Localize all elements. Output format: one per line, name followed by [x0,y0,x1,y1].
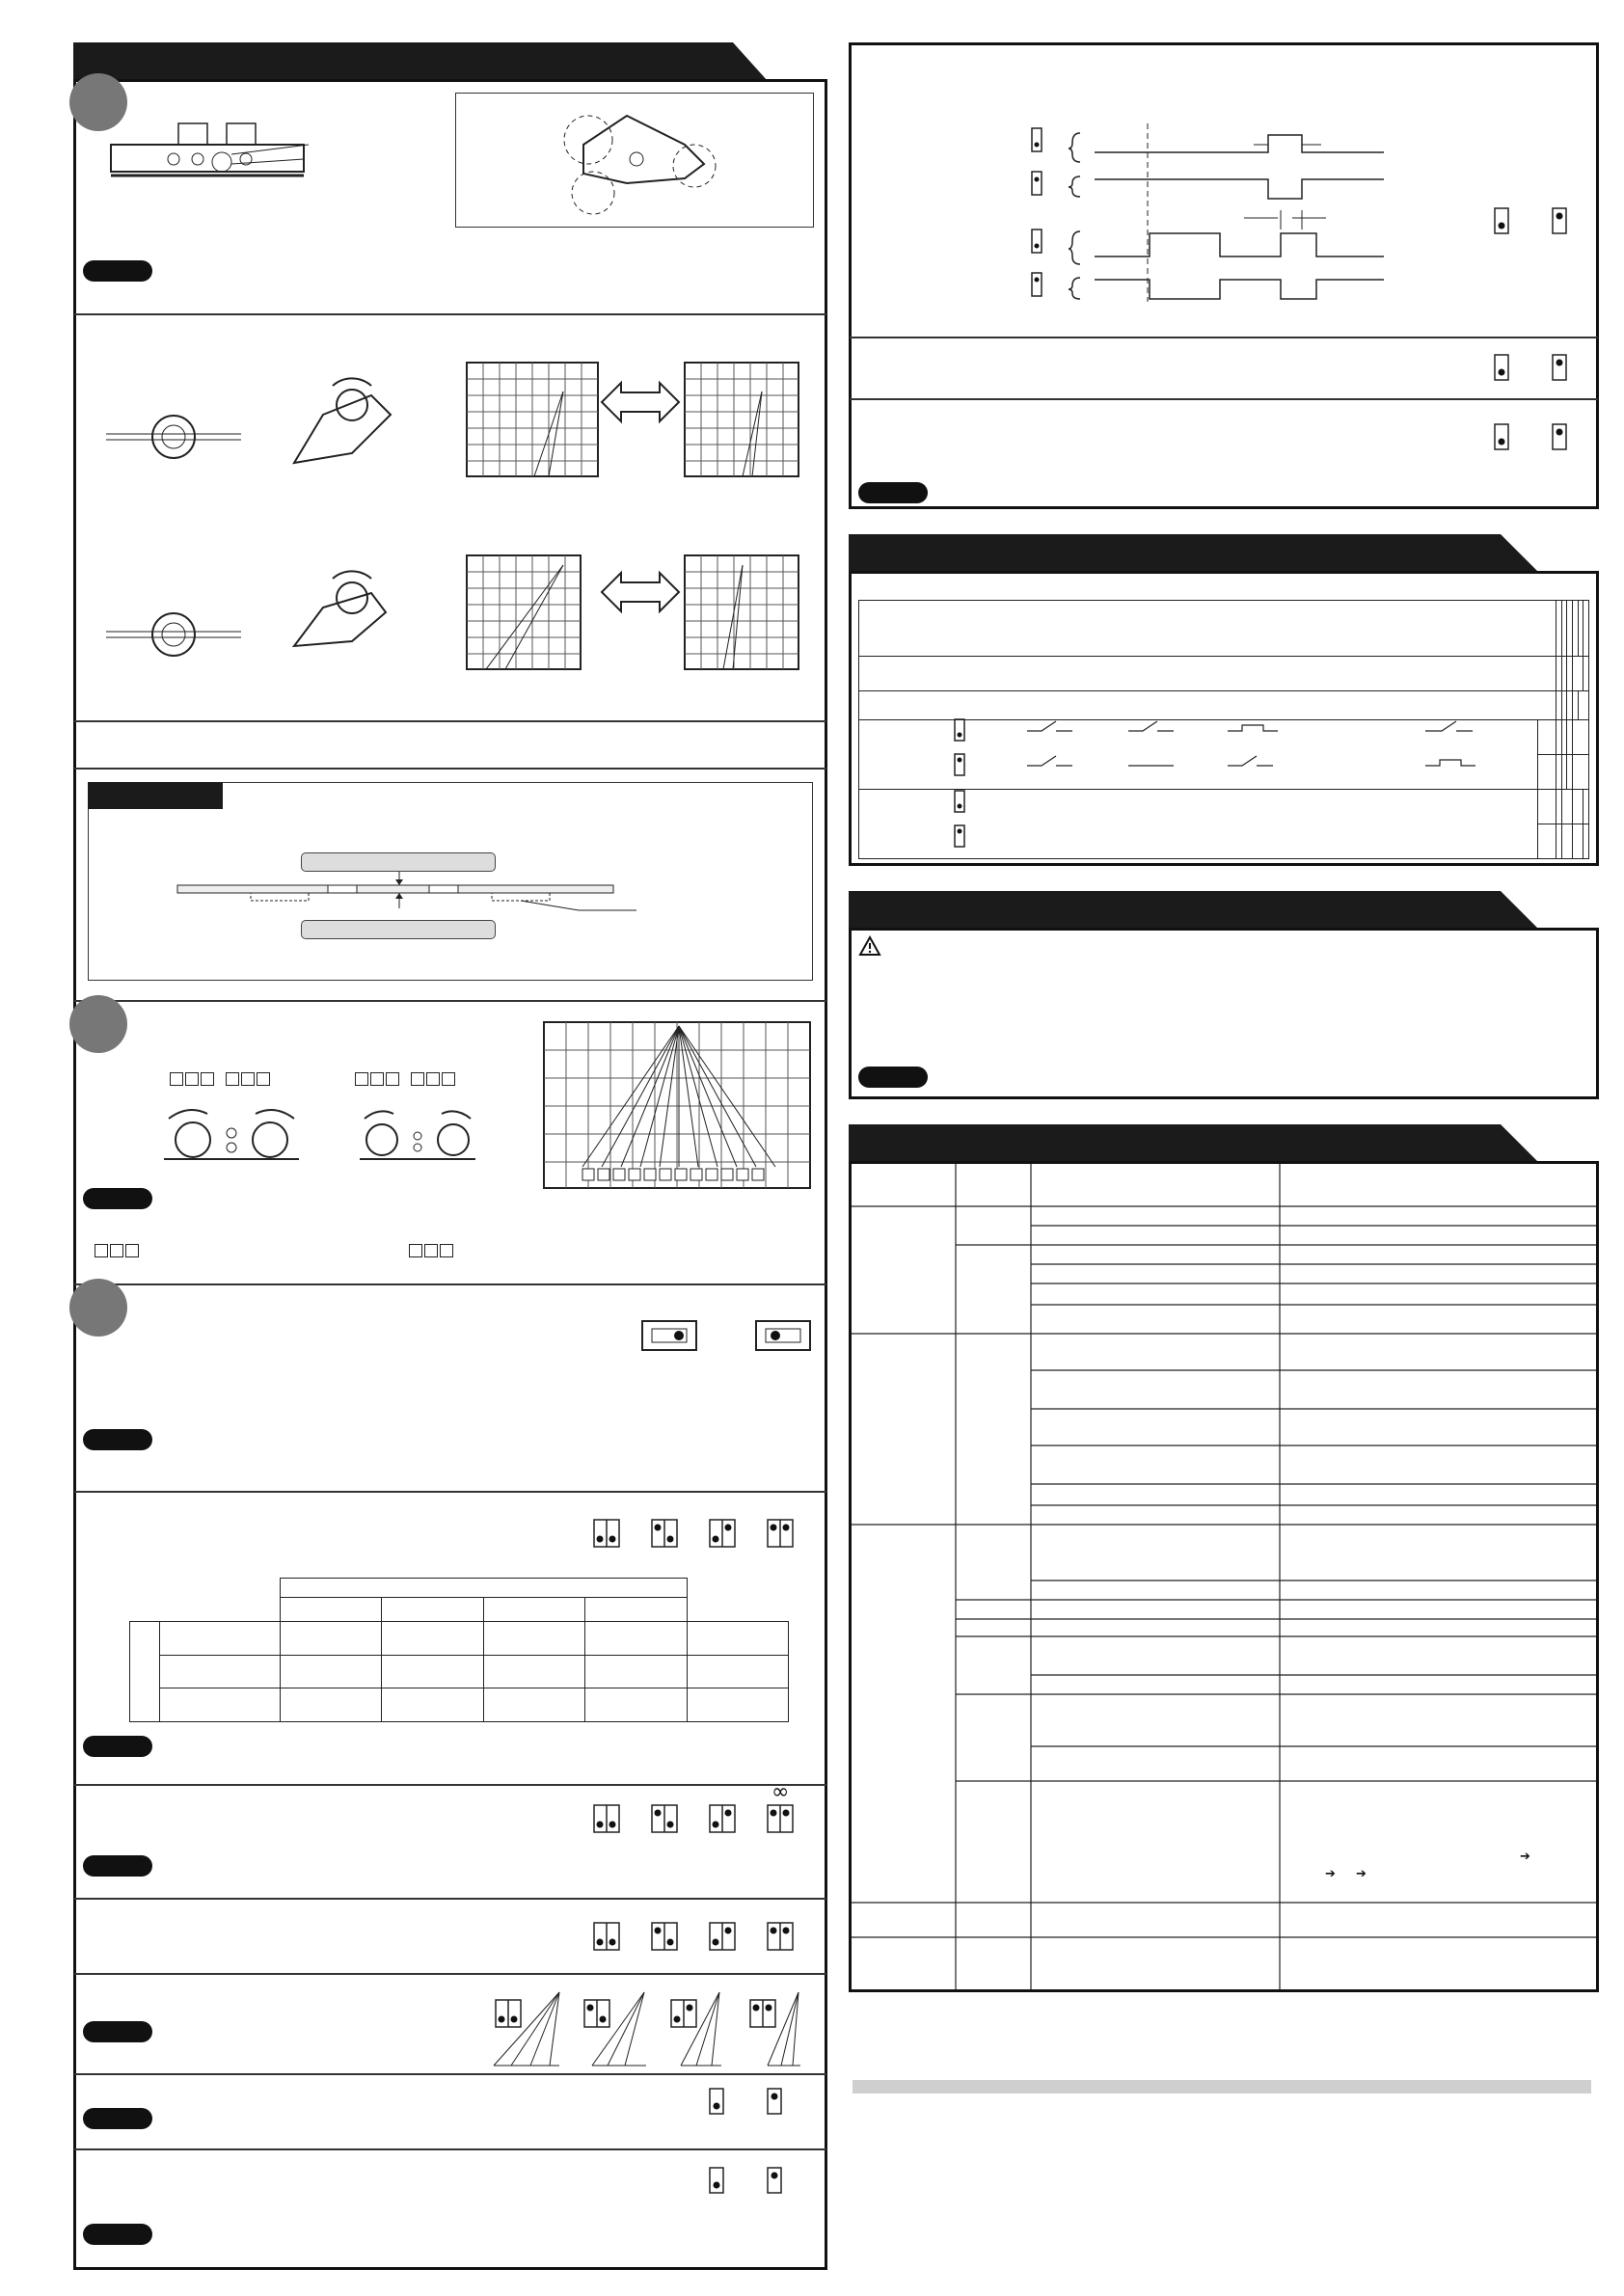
note-pill-7 [83,2108,152,2129]
footer-divider-bar [853,2080,1591,2093]
area-grid-2a [467,555,581,669]
divider-1 [74,313,826,315]
knob-angled-2 [275,569,400,665]
width-code-right [355,1072,457,1086]
output-header-slant [1485,534,1543,573]
timing-divider-2 [850,398,1598,400]
divider-8 [74,1898,826,1900]
dip-switch-set-2 [594,1805,797,1836]
spec-arrow-3: ➔ [1356,1867,1367,1881]
timing-dip-legend-2 [1493,353,1570,384]
note-pill-9 [858,482,928,503]
dip-switch-single-1 [708,2087,785,2118]
warning-icon [858,935,881,957]
dip-switch-horizontal [640,1319,814,1354]
divider-11 [74,2148,826,2150]
output-contact-symbols [858,714,1591,868]
knob-angled-1 [275,376,400,473]
knob-front-1 [106,405,241,463]
step-tab-2 [69,995,127,1053]
area-grid-2b [685,555,798,669]
divider-7 [74,1784,826,1786]
divider-2 [74,720,826,722]
caution-header-bar [849,891,1501,930]
width-footnote-right [409,1244,455,1257]
width-code-left [170,1072,272,1086]
divider-6 [74,1491,826,1493]
dip-switch-single-2 [708,2166,785,2197]
timing-divider-1 [850,337,1598,338]
spec-table-grid [852,1164,1596,1989]
divider-3 [74,768,826,770]
timing-dip-legend-3 [1493,422,1570,453]
divider-9 [74,1973,826,1975]
spec-header-slant [1485,1124,1543,1163]
note-pill-10 [858,1067,928,1088]
timing-dip-legend-1 [1493,206,1570,237]
area-grid-arrow-1 [600,381,681,423]
divider-5 [74,1283,826,1285]
note-pill-5 [83,1855,152,1877]
note-pill-2 [83,1188,152,1209]
note-pill-1 [83,260,152,282]
left-header-slant [714,42,771,81]
timing-chart [1022,123,1389,307]
infinity-symbol: ∞ [771,1780,790,1804]
area-grid-1a [467,363,598,476]
area-grid-arrow-2 [600,571,681,613]
divider-10 [74,2073,826,2075]
dip-setting-table [129,1578,789,1722]
reference-rail [174,872,617,920]
divider-4 [74,1000,826,1002]
dip-switch-set-3 [594,1923,797,1954]
area-grid-1b [685,363,798,476]
caution-header-slant [1485,891,1543,930]
output-header-bar [849,534,1501,573]
left-header-bar [73,42,729,81]
width-footnote-left [95,1244,141,1257]
reference-bar-bottom [301,920,496,939]
step-tab-3 [69,1279,127,1337]
note-pill-3 [83,1429,152,1450]
dip-switch-set-1 [594,1520,797,1551]
knob-front-2 [106,603,241,661]
caution-panel [849,928,1599,1099]
dip-switch-depth-set [492,1992,810,2069]
spec-arrow-2: ➔ [1325,1867,1336,1881]
sensor-side-view-illustration [106,116,318,193]
beam-pattern-grid [544,1022,810,1188]
spec-header-bar [849,1124,1501,1163]
width-knobs-left [159,1099,304,1167]
reference-detail-label [88,782,223,809]
note-pill-6 [83,2021,152,2042]
reference-bar-top [301,852,496,872]
spec-arrow-1: ➔ [1520,1850,1530,1864]
mount-detail-illustration [540,106,752,212]
note-pill-8 [83,2224,152,2245]
width-knobs-right [355,1099,480,1167]
note-pill-4 [83,1736,152,1757]
